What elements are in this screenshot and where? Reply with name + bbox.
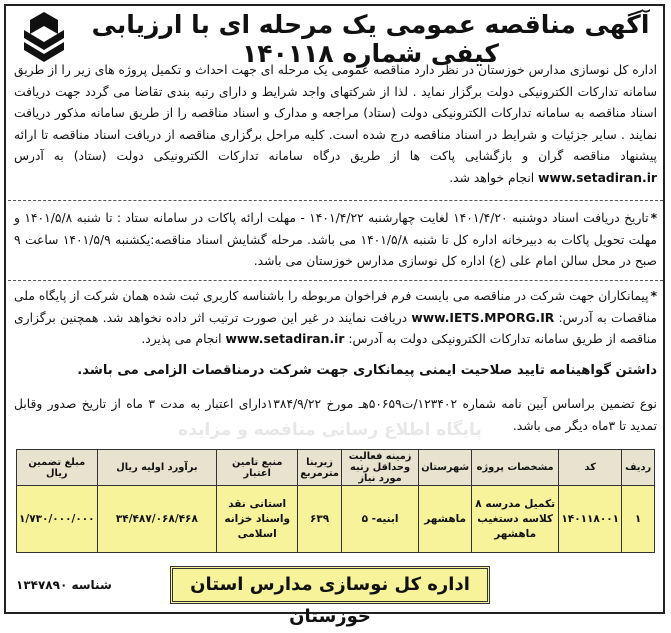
registration-text-c: انجام می پذیرد. bbox=[141, 332, 222, 346]
guarantee-amount: ۱/۷۳۰/۰۰۰/۰۰۰ bbox=[17, 486, 98, 553]
header-cell: منبع تامین اعتبار bbox=[217, 450, 298, 486]
setad-link[interactable]: www.setadiran.ir bbox=[538, 170, 657, 185]
safety-requirement: داشتن گواهینامه تایید صلاحیت ایمنی پیمانکاری جهت شرکت درمناقصات الزامی می باشد. bbox=[77, 363, 657, 378]
table-header-row bbox=[17, 450, 655, 486]
header-cell: مبلغ تضمین ریال bbox=[17, 450, 98, 486]
header-cell: ردیف bbox=[622, 450, 655, 486]
funding-source: استانی نقد واسناد خزانه اسلامی bbox=[217, 486, 298, 553]
project-code: ۱۴۰۱۱۸۰۰۱ bbox=[559, 486, 622, 553]
dates-text: تاریخ دریافت اسناد دوشنبه ۱۴۰۱/۴/۲۰ لغایت چهارشنبه ۱۴۰۱/۴/۲۲ - مهلت ارائه پاکات در سامانه ستاد : تا شنبه ۱۴۰۱/۵/۸ و مهلت تحویل پاکات به دبیرخانه اداره کل تا شنبه ۱۴۰۱/۵/۸ می باشد. مرحله گشایش اسناد مناقصه:یکشنبه ۱۴۰۱/۵/۹ ساعت ۹ صبح در محل سالن امام علی (ع) اداره کل نوسازی مدارس خوزستان می باشد. bbox=[14, 211, 658, 268]
organization-name: اداره کل نوسازی مدارس استان خوزستان bbox=[170, 566, 490, 604]
iets-link[interactable]: www.IETS.MPORG.IR bbox=[411, 310, 555, 325]
registration-text-b: دریافت نمایند در غیر این صورت ترتیب اثر داده نخواهد شد. همچنین برگزاری مناقصه از طریق سامانه تدارکات الکترونیکی دولت به آدرس: bbox=[14, 310, 657, 346]
divider bbox=[8, 200, 663, 201]
initial-estimate: ۳۴/۴۸۷/۰۶۸/۴۶۸ bbox=[97, 486, 217, 553]
projects-table bbox=[16, 449, 655, 553]
project-area: ۶۳۹ bbox=[298, 486, 342, 553]
dates-paragraph bbox=[14, 208, 657, 273]
header-cell: برآورد اولیه ریال bbox=[97, 450, 217, 486]
header-cell: مشخصات پروژه bbox=[472, 450, 559, 486]
divider bbox=[8, 280, 663, 281]
registration-text-a: پیمانکاران جهت شرکت در مناقصه می بایست فرم فراخوان مربوطه را باشناسه کاربری ثبت شده همان شرکت از پایگاه ملی مناقصات به آدرس: bbox=[14, 289, 657, 325]
intro-tail: انجام خواهد شد. bbox=[449, 170, 535, 185]
intro-text: اداره کل نوسازی مدارس خوزستان در نظر دارد مناقصه عمومی یک مرحله ای جهت احداث و تکمیل پروژه های زیر را از طریق سامانه تدارکات الکترونیکی دولت برگزار نماید . لذا از شرکتهای واجد شرایط و دارای رتبه بندی تقاضا می گردد جهت دریافت اسناد مناقصه به سامانه تدارکات الکترونیکی دولت (ستاد) مراجعه و مدارک و اسناد مناقصه را از طریق سامانه مذکور دریافت نمایند . سایر جزئیات و شرایط در اسناد مناقصه درج شده است. کلیه مراحل برگزاری مناقصه از دریافت اسناد مناقصه تا ارائه پیشنهاد مناقصه گران و بازگشایی پاکت ها از طریق درگاه سامانه تدارکات الکترونیکی دولت (ستاد) به آدرس bbox=[14, 63, 657, 163]
header-cell: کد bbox=[559, 450, 622, 486]
bullet-icon: * bbox=[650, 211, 657, 225]
announcement-title: آگهی مناقصه عمومی یک مرحله ای با ارزیابی کیفی شماره ۱۴۰۱۱۸ bbox=[91, 10, 650, 68]
project-rank: ابنیه- ۵ bbox=[341, 486, 418, 553]
table-row bbox=[17, 486, 655, 553]
setad-link-2[interactable]: www.setadiran.ir bbox=[225, 332, 345, 346]
row-index: ۱ bbox=[622, 486, 655, 553]
serial-number: شناسه ۱۳۴۷۸۹۰ bbox=[16, 578, 112, 592]
header-cell: شهرستان bbox=[419, 450, 472, 486]
registration-paragraph bbox=[14, 286, 657, 351]
bullet-icon: * bbox=[650, 289, 657, 303]
header-cell: زمینه فعالیت وحداقل رتبه مورد نیاز bbox=[341, 450, 418, 486]
guarantee-paragraph: نوع تضمین براساس آیین نامه شماره ۱۲۳۴۰۲/ت۵۰۶۵۹هـ مورخ ۱۳۸۴/۹/۲۲دارای اعتبار به مدت ۳ ماه از تاریخ صدور وقابل تمدید تا ۳ماه دیگر می باشد. bbox=[14, 397, 657, 433]
header-cell: زیربنا مترمربع bbox=[298, 450, 342, 486]
intro-paragraph bbox=[14, 60, 657, 189]
project-description: تکمیل مدرسه ۸ کلاسه دستغیب ماهشهر bbox=[472, 486, 559, 553]
project-city: ماهشهر bbox=[419, 486, 472, 553]
organization-logo-icon bbox=[14, 8, 74, 66]
